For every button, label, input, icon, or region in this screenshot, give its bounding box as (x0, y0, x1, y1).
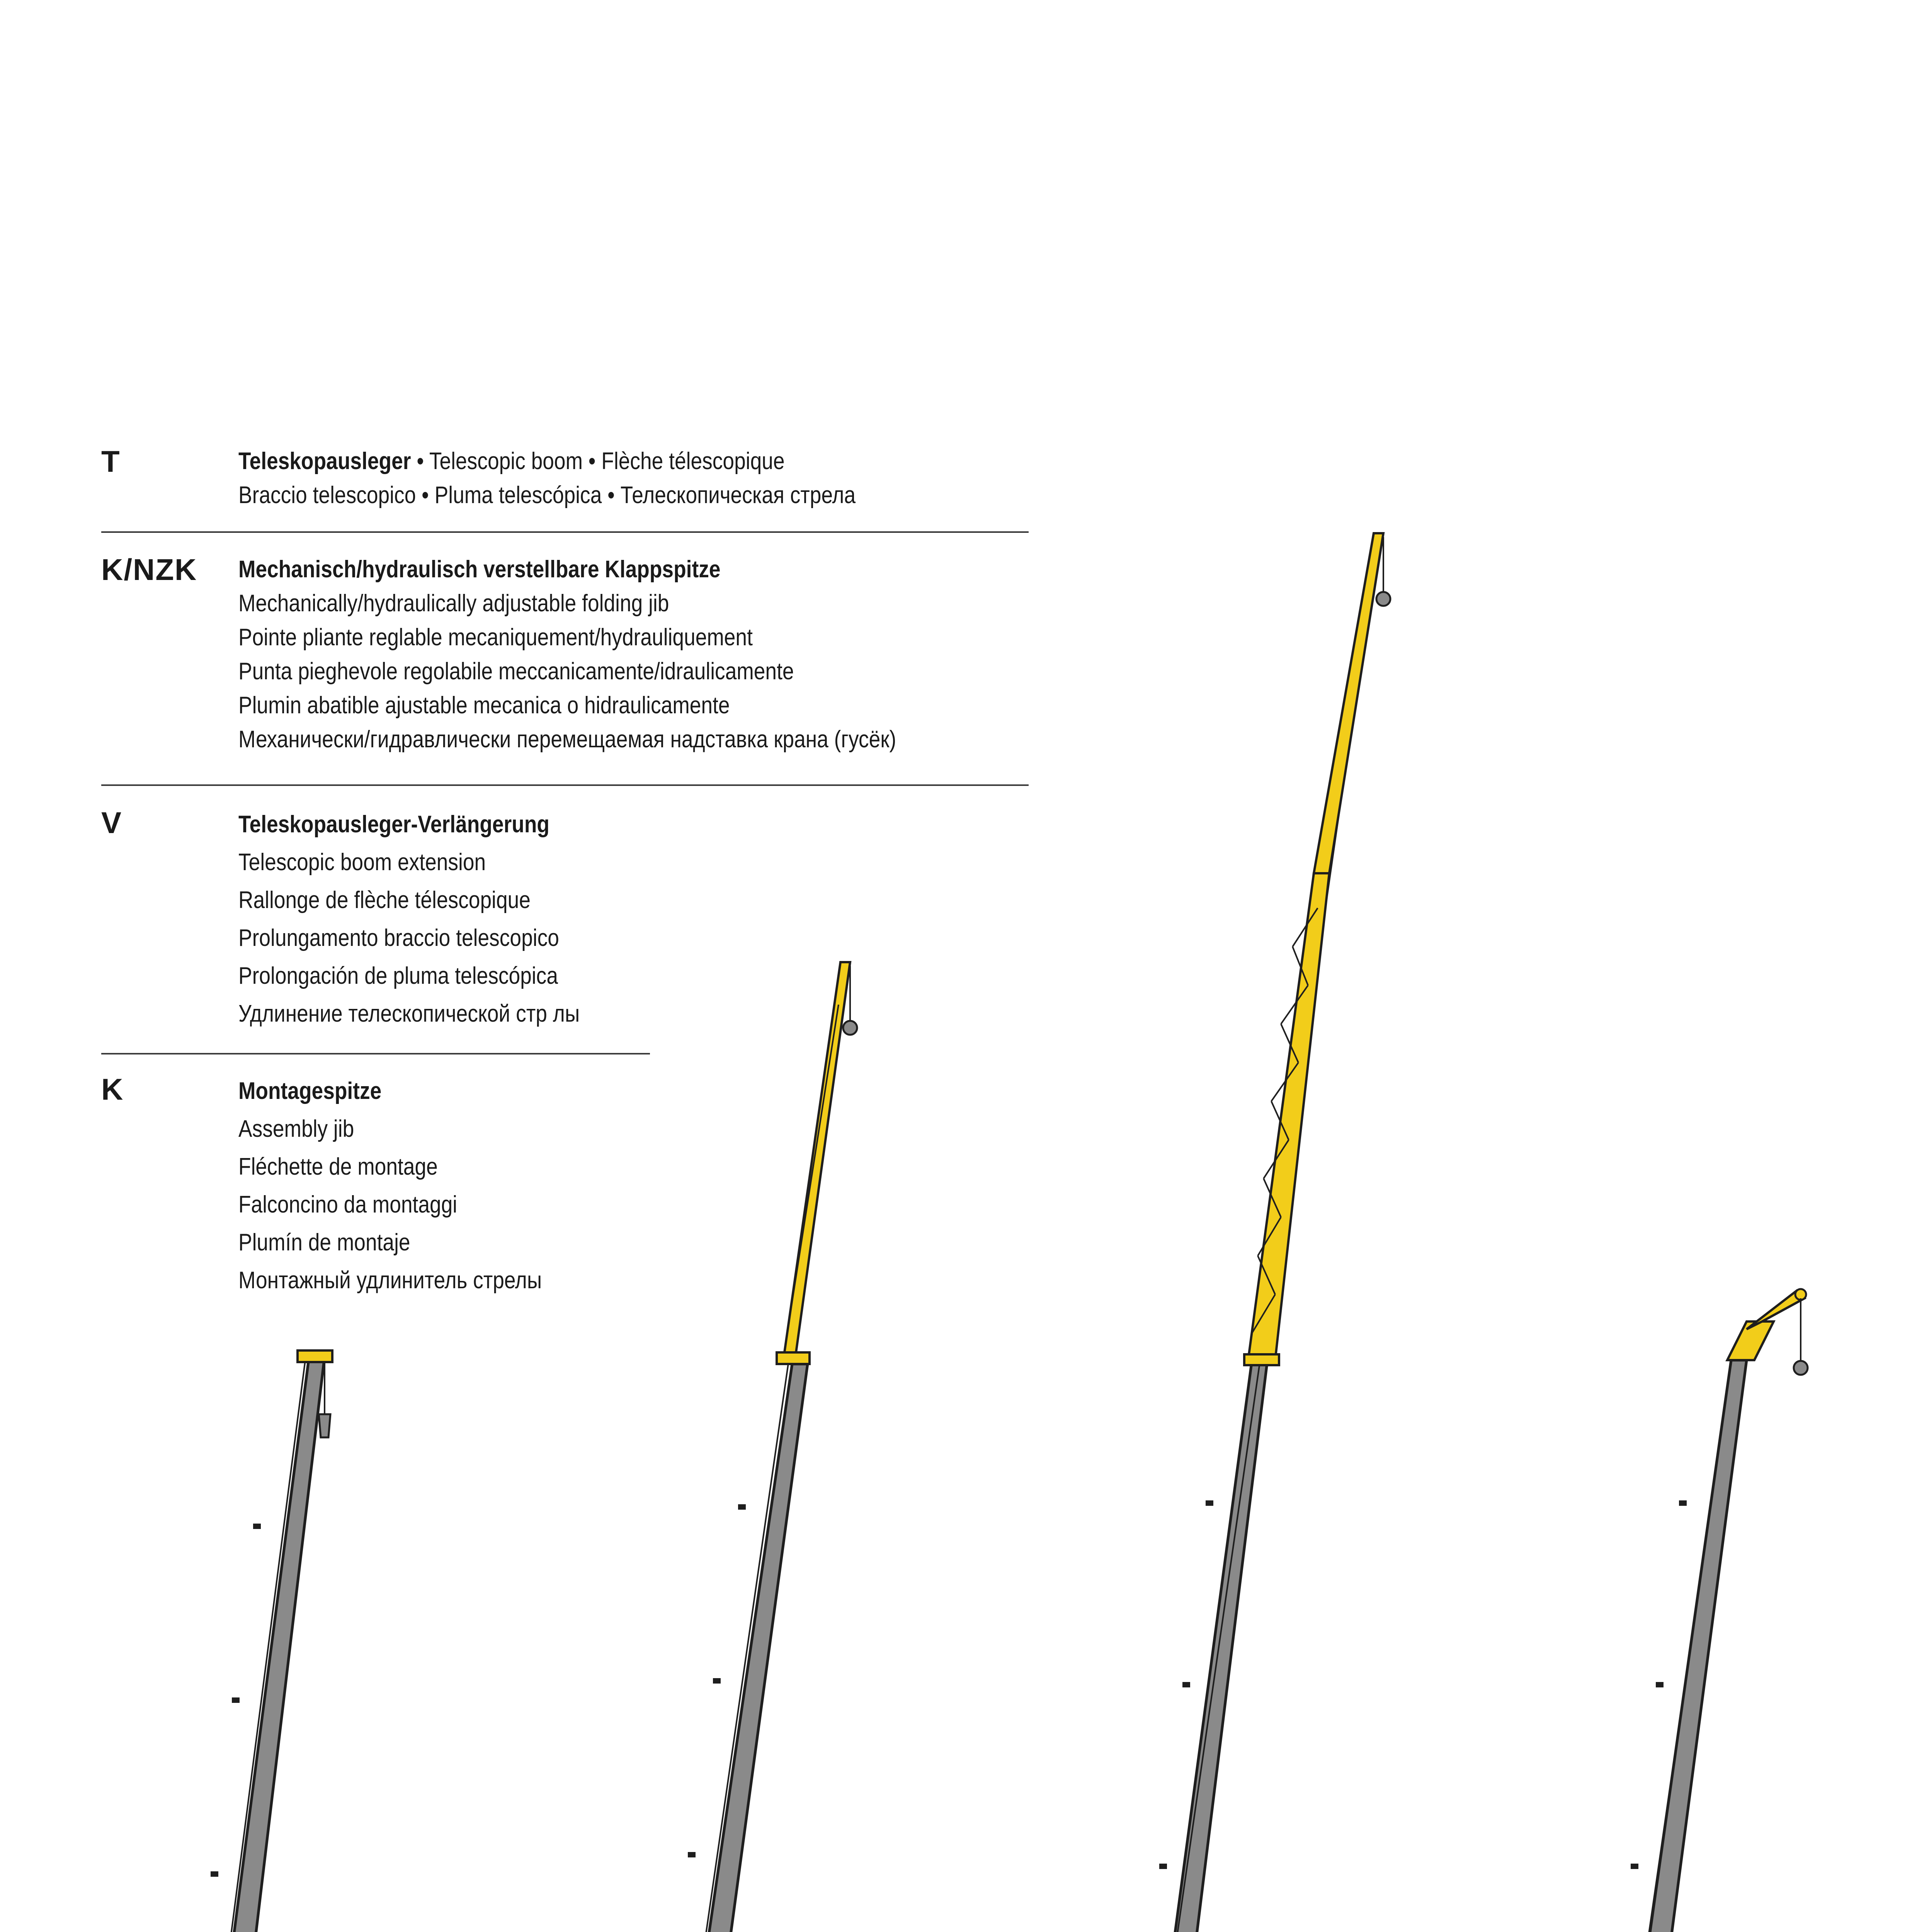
legend-line: Plumín de montaje (238, 1229, 410, 1256)
legend-line: Assembly jib (238, 1116, 354, 1142)
legend-line: Punta pieghevole regolabile meccanicamente/idraulicamente (238, 658, 794, 685)
crane-tk (1515, 1289, 1808, 1932)
legend-code: K/NZK (101, 553, 197, 587)
legend-line: Монтажный удлинитель стрелы (238, 1267, 542, 1294)
legend-line: Prolungamento braccio telescopico (238, 925, 559, 951)
crane-tk-tnzk (572, 962, 857, 1932)
legend-code: T (101, 444, 121, 478)
legend-line: Montagespitze (238, 1078, 382, 1104)
crane-t (104, 1350, 332, 1932)
legend-line: Mechanisch/hydraulisch verstellbare Klappspitze (238, 556, 721, 583)
legend-line: Удлинение телескопической стр лы (238, 1000, 580, 1027)
legend-line: Telescopic boom extension (238, 849, 486, 876)
legend-line: Braccio telescopico • Pluma telescópica • Телескопическая стрела (238, 482, 856, 509)
crane-tvk-tvnzk (1043, 533, 1390, 1932)
legend-line: Teleskopausleger • Telescopic boom • Flèche télescopique (238, 448, 785, 474)
legend-code: K (101, 1072, 124, 1106)
legend-line: Falconcino da montaggi (238, 1191, 458, 1218)
legend-line: Rallonge de flèche télescopique (238, 887, 531, 913)
legend-line: Prolongación de pluma telescópica (238, 963, 558, 989)
legend-line: Plumin abatible ajustable mecanica o hidraulicamente (238, 692, 730, 719)
legend-line: Fléchette de montage (238, 1153, 438, 1180)
legend-line: Pointe pliante reglable mecaniquement/hydrauliquement (238, 624, 753, 651)
legend-line: Механически/гидравлически перемещаемая надставка крана (гусёк) (238, 726, 896, 753)
legend-line: Mechanically/hydraulically adjustable folding jib (238, 590, 669, 617)
legend-code: V (101, 806, 122, 840)
legend-line: Teleskopausleger-Verlängerung (238, 811, 550, 838)
